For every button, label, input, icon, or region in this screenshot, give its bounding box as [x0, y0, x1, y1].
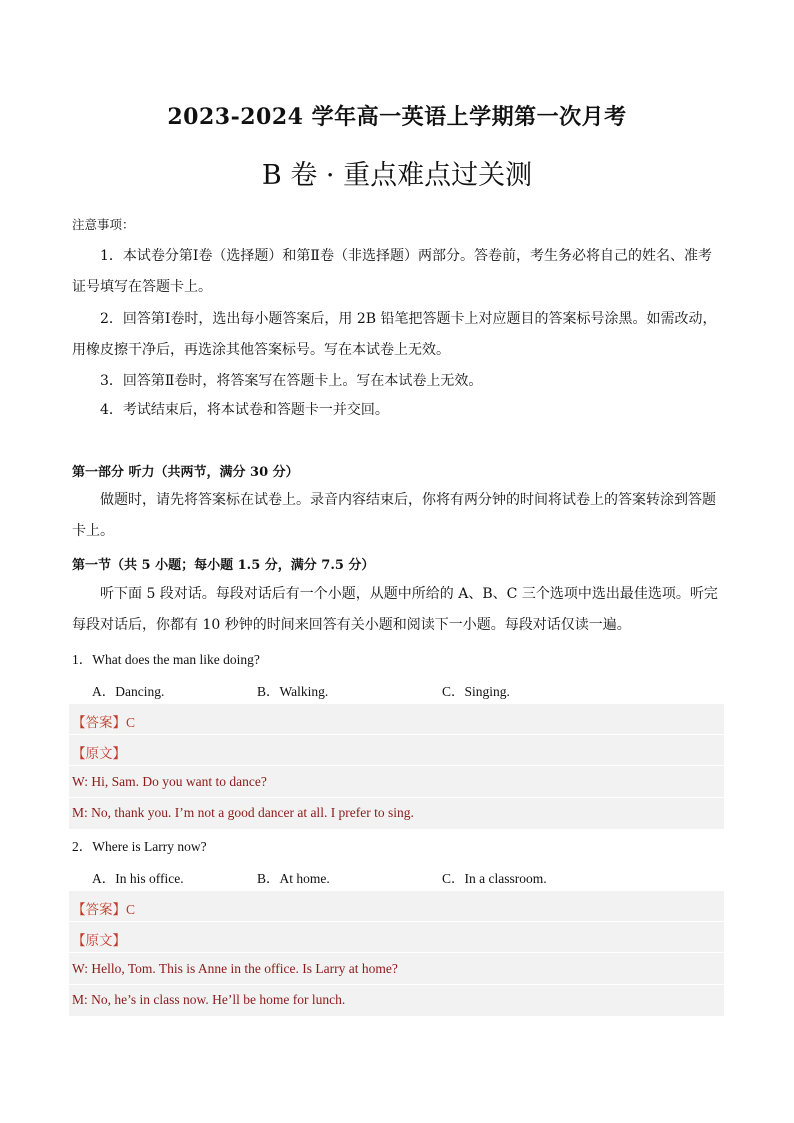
notice-item: 4．考试结束后，将本试卷和答题卡一并交回。: [100, 402, 389, 418]
question-stem: 2．Where is Larry now?: [72, 839, 207, 854]
answer-line: [72, 711, 135, 731]
option-a: A．In his office.: [92, 871, 184, 886]
answer-panel: [69, 890, 724, 1016]
transcript-label: 【原文】: [72, 746, 126, 761]
row-divider: [69, 765, 724, 766]
notice-item: 1．本试卷分第Ⅰ卷（选择题）和第Ⅱ卷（非选择题）两部分。答卷前，考生务必将自己的姓名、准考: [100, 248, 712, 264]
transcript-label: 【原文】: [72, 933, 126, 948]
part1-intro: 做题时，请先将答案标在试卷上。录音内容结束后，你将有两分钟的时间将试卷上的答案转涂到答题: [100, 492, 716, 508]
answer-panel: [69, 703, 724, 829]
option-c: C．Singing.: [442, 684, 510, 699]
notice-item: 用橡皮擦干净后，再选涂其他答案标号。写在本试卷上无效。: [72, 342, 450, 358]
section1-intro: 听下面 5 段对话。每段对话后有一个小题，从题中所给的 A、B、C 三个选项中选出最佳选项。听完: [100, 586, 718, 602]
row-divider: [69, 952, 724, 953]
answer-label: 【答案】: [72, 902, 126, 917]
section1-intro: 每段对话后，你都有 10 秒钟的时间来回答有关小题和阅读下一小题。每段对话仅读一遍。: [72, 617, 631, 633]
answer-line: [72, 898, 135, 918]
notice-item: 3．回答第Ⅱ卷时，将答案写在答题卡上。写在本试卷上无效。: [100, 373, 483, 389]
notice-item: 证号填写在答题卡上。: [72, 279, 212, 295]
exam-title: 2023-2024 学年高一英语上学期第一次月考: [167, 104, 627, 130]
option-b: B．At home.: [257, 871, 330, 886]
section1-heading: 第一节（共 5 小题；每小题 1.5 分，满分 7.5 分）: [72, 558, 375, 573]
notice-item: 2．回答第Ⅰ卷时，选出每小题答案后，用 2B 铅笔把答题卡上对应题目的答案标号涂黑。如需改动，: [100, 311, 717, 327]
transcript-line: W: Hello, Tom. This is Anne in the office. Is Larry at home?: [72, 961, 398, 976]
row-divider: [69, 984, 724, 985]
answer-value: C: [126, 902, 136, 917]
exam-subtitle: B 卷 · 重点难点过关测: [261, 160, 533, 191]
row-divider: [69, 797, 724, 798]
notice-heading: 注意事项：: [72, 217, 135, 232]
answer-value: C: [126, 715, 136, 730]
part1-intro: 卡上。: [72, 523, 114, 539]
option-c: C．In a classroom.: [442, 871, 547, 886]
transcript-line: M: No, he’s in class now. He’ll be home for lunch.: [72, 992, 346, 1007]
transcript-line: M: No, thank you. I’m not a good dancer at all. I prefer to sing.: [72, 805, 414, 820]
row-divider: [69, 734, 724, 735]
answer-label: 【答案】: [72, 715, 126, 730]
part1-heading: 第一部分 听力（共两节，满分 30 分）: [72, 465, 299, 480]
transcript-line: W: Hi, Sam. Do you want to dance?: [72, 774, 267, 789]
row-divider: [69, 921, 724, 922]
question-stem: 1．What does the man like doing?: [72, 652, 260, 667]
option-a: A．Dancing.: [92, 684, 165, 699]
option-b: B．Walking.: [257, 684, 329, 699]
